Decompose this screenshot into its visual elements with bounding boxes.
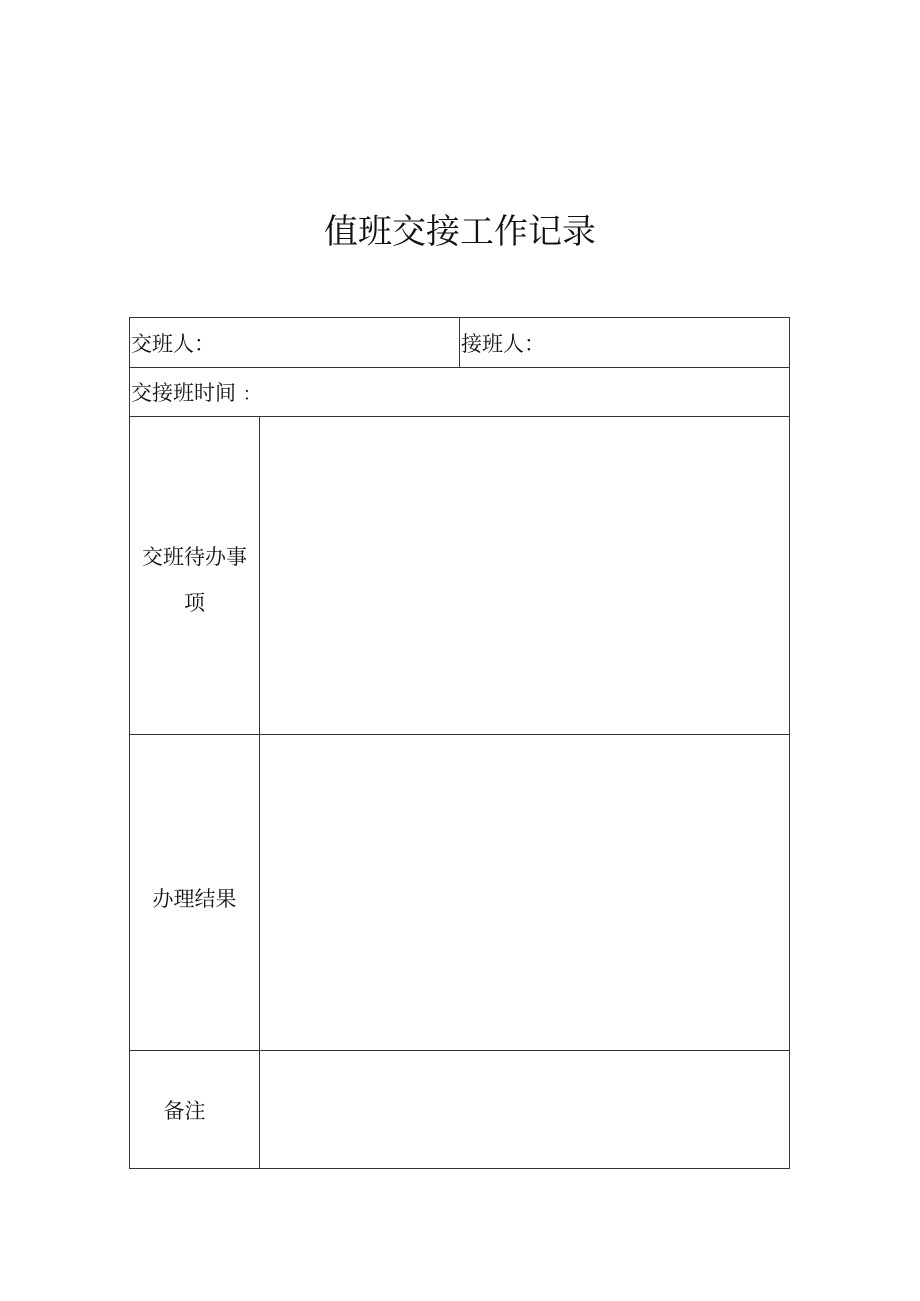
pending-items-label xyxy=(130,534,259,626)
pending-items-content-area[interactable] xyxy=(260,417,789,734)
handover-time-field[interactable] xyxy=(131,378,261,410)
result-content-area[interactable] xyxy=(260,735,789,1050)
col-divider-top-row xyxy=(459,318,460,367)
pending-items-label-line2: 项 xyxy=(184,591,205,615)
receiver-field[interactable] xyxy=(461,329,545,359)
pending-items-label-line1: 交班待办事 xyxy=(142,545,247,569)
handover-time-colon: ： xyxy=(242,384,261,405)
handover-person-label: 交班人： xyxy=(131,332,215,356)
result-label: 办理结果 xyxy=(152,887,237,911)
receiver-label: 接班人： xyxy=(461,332,545,356)
handover-person-field[interactable] xyxy=(131,329,215,359)
handover-form-table xyxy=(129,317,790,1169)
document-title: 值班交接工作记录 xyxy=(324,212,596,252)
remarks-label: 备注 xyxy=(163,1099,206,1123)
handover-time-label: 交接班时间 xyxy=(131,381,236,405)
row-divider-1 xyxy=(130,367,789,368)
remarks-content-area[interactable] xyxy=(260,1051,789,1168)
